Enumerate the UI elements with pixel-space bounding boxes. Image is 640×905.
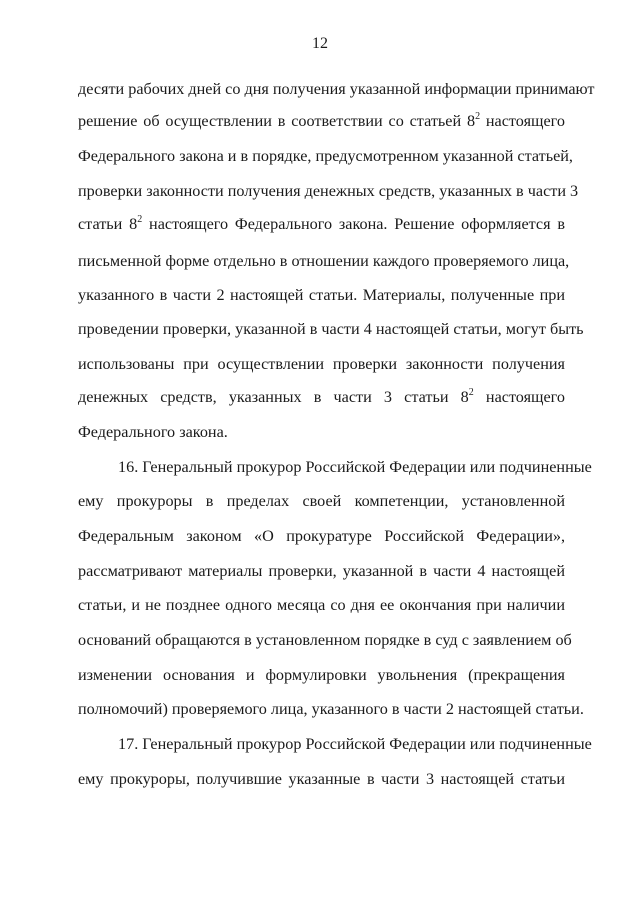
line-text: рассматривают материалы проверки, указанной в части 4 настоящей [78, 562, 565, 580]
line-text: письменной форме отдельно в отношении каждого проверяемого лица, [78, 252, 570, 270]
line-text: десяти рабочих дней со дня получения указанной информации принимают [78, 80, 595, 98]
text-line [78, 250, 570, 272]
text-line [78, 664, 565, 686]
line-text: настоящего [485, 388, 566, 406]
line-text: использованы при осуществлении проверки законности получения [78, 355, 565, 373]
superscript: 2 [137, 214, 143, 225]
line-text: оснований обращаются в установленном порядке в суд с заявлением об [78, 631, 572, 649]
line-text: решение об осуществлении в соответствии со статьей 8 [78, 112, 476, 130]
paragraph-16-start [118, 456, 592, 478]
line-text: ему прокуроры, получившие указанные в части 3 настоящей статьи [78, 770, 565, 788]
line-text: Федеральным законом «О прокуратуре Российской Федерации», [78, 527, 565, 545]
line-text: статьи 8 [78, 215, 138, 233]
text-line [78, 698, 584, 720]
text-line [78, 560, 565, 582]
text-line [78, 110, 565, 132]
line-text: проведении проверки, указанной в части 4 настоящей статьи, могут быть [78, 320, 584, 338]
text-line [78, 525, 565, 547]
text-line [78, 768, 565, 790]
line-text: Федерального закона и в порядке, предусмотренном указанной статьей, [78, 147, 573, 165]
line-text: проверки законности получения денежных средств, указанных в части 3 [78, 182, 579, 200]
text-line [78, 594, 565, 616]
line-text: 17. Генеральный прокурор Российской Федерации или подчиненные [118, 735, 592, 753]
text-line [78, 284, 565, 306]
line-text: полномочий) проверяемого лица, указанного в части 2 настоящей статьи. [78, 700, 584, 718]
text-line [78, 490, 565, 512]
line-text: изменении основания и формулировки увольнения (прекращения [78, 666, 565, 684]
paragraph-17-start [118, 733, 592, 755]
line-text: ему прокуроры в пределах своей компетенции, установленной [78, 492, 565, 510]
text-line [78, 213, 565, 235]
line-text: настоящего Федерального закона. Решение оформляется в [149, 215, 565, 233]
line-text: статьи, и не позднее одного месяца со дня ее окончания при наличии [78, 596, 565, 614]
line-text: указанного в части 2 настоящей статьи. Материалы, полученные при [78, 286, 565, 304]
text-line [78, 180, 579, 202]
text-line [78, 421, 565, 443]
line-text: Федерального закона. [78, 423, 228, 441]
page-number: 12 [312, 35, 328, 52]
text-line [78, 145, 573, 167]
line-text: 16. Генеральный прокурор Российской Федерации или подчиненные [118, 458, 592, 476]
superscript: 2 [468, 387, 474, 398]
line-text: денежных средств, указанных в части 3 статьи 8 [78, 388, 469, 406]
text-line [78, 78, 595, 100]
superscript: 2 [475, 111, 481, 122]
text-line [78, 353, 565, 375]
text-line [78, 386, 565, 408]
text-line [78, 629, 572, 651]
line-text: настоящего [485, 112, 565, 130]
text-line [78, 318, 584, 340]
